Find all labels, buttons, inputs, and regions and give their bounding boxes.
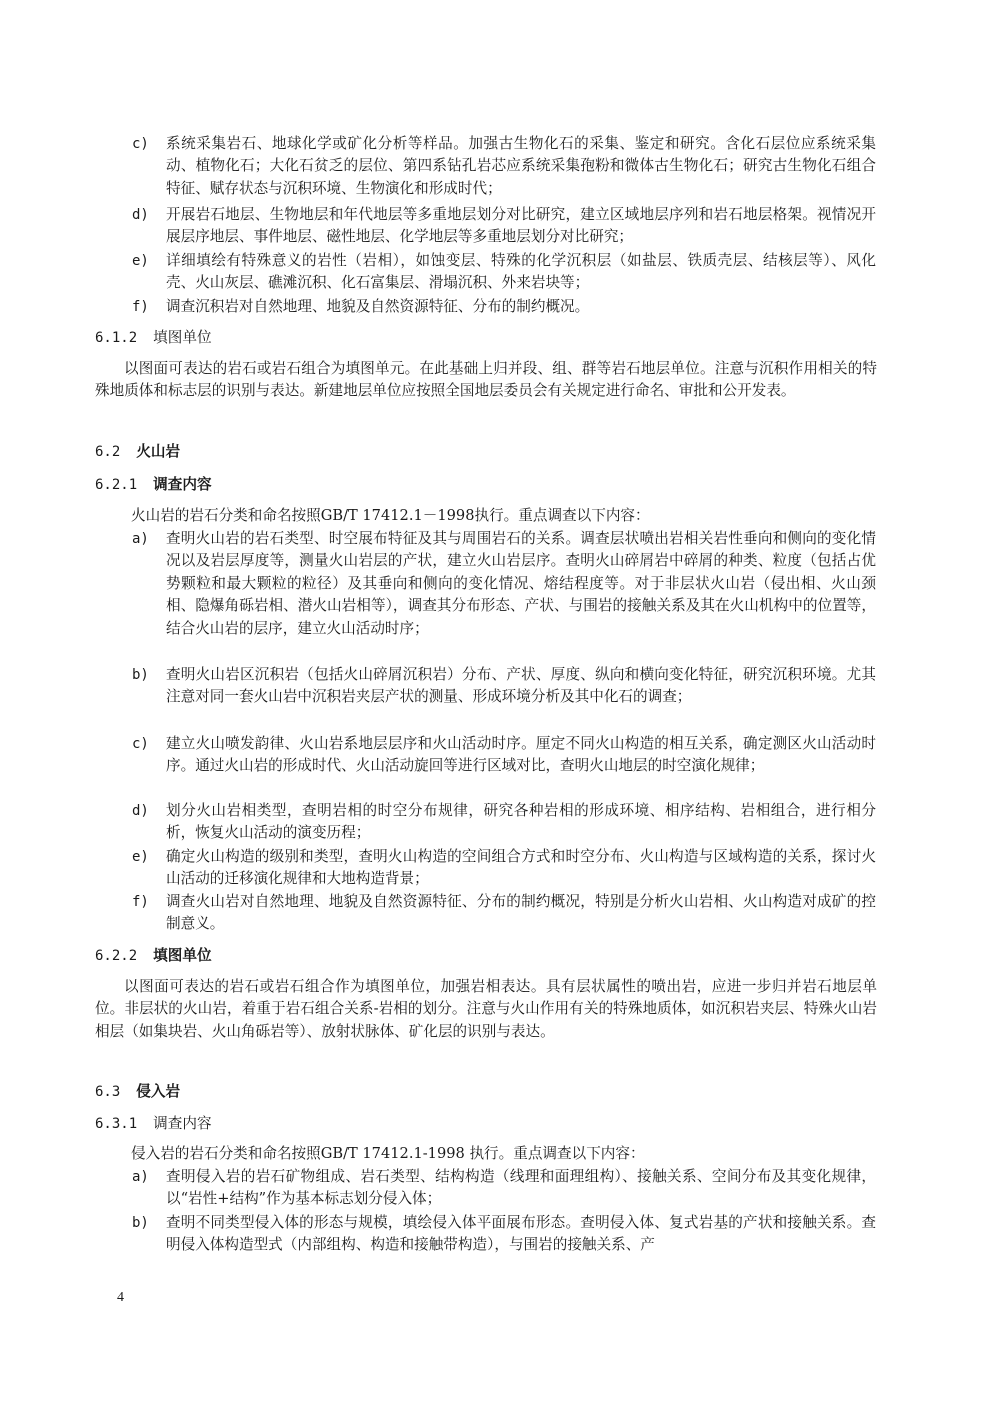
section-title: 侵入岩 xyxy=(136,1083,181,1100)
list-label: e) xyxy=(132,849,149,865)
page-number: 4 xyxy=(117,1290,124,1305)
list-text: 调查沉积岩对自然地理、地貌及自然资源特征、分布的制约概况。 xyxy=(166,298,590,315)
list-item xyxy=(132,733,876,778)
list-text: 系统采集岩石、地球化学或矿化分析等样品。加强古生物化石的采集、鉴定和研究。含化石层位应系统采集动、植物化石；大化石贫乏的层位、第四系钻孔岩芯应系统采集孢粉和微体古生物化石；研究古生物化石组合特征、赋存状态与沉积环境、生物演化和形成时代； xyxy=(166,135,876,197)
section-title: 火山岩 xyxy=(136,443,181,460)
intro-6-3-1: 侵入岩的岩石分类和命名按照GB/T 17412.1-1998 执行。重点调查以下内容： xyxy=(131,1145,645,1162)
list-item xyxy=(132,528,876,640)
list-label: a) xyxy=(132,1169,149,1185)
section-title: 填图单位 xyxy=(153,329,212,346)
list-text: 划分火山岩相类型，查明岩相的时空分布规律，研究各种岩相的形成环境、相序结构、岩相组合，进行相分析，恢复火山活动的演变历程； xyxy=(166,802,876,842)
list-label: d) xyxy=(132,803,149,819)
list-item xyxy=(132,664,876,709)
list-text: 查明不同类型侵入体的形态与规模，填绘侵入体平面展布形态。查明侵入体、复式岩基的产状和接触关系。查明侵入体构造型式（内部组构、构造和接触带构造），与围岩的接触关系、产 xyxy=(166,1214,876,1254)
paragraph-6-2-2: 以图面可表达的岩石或岩石组合作为填图单位，加强岩相表达。具有层状属性的喷出岩，应进一步归并岩石地层单位。非层状的火山岩，着重于岩石组合关系-岩相的划分。注意与火山作用有关的特殊地质体，如沉积岩夹层、特殊火山岩相层（如集块岩、火山角砾岩等）、放射状脉体、矿化层的识别与表达。 xyxy=(95,978,877,1040)
list-label: d) xyxy=(132,207,149,223)
intro-6-2-1: 火山岩的岩石分类和命名按照GB/T 17412.1－1998执行。重点调查以下内容： xyxy=(131,507,650,524)
section-title: 调查内容 xyxy=(153,1115,212,1132)
list-label: b) xyxy=(132,667,149,683)
list-item xyxy=(132,204,876,249)
section-number: 6.3.1 xyxy=(95,1116,138,1132)
section-heading-6-3 xyxy=(95,1081,180,1103)
list-item xyxy=(132,891,876,936)
list-label: a) xyxy=(132,531,149,547)
section-heading-6-2-1 xyxy=(95,474,212,496)
paragraph-6-1-2: 以图面可表达的岩石或岩石组合为填图单元。在此基础上归并段、组、群等岩石地层单位。注意与沉积作用相关的特殊地质体和标志层的识别与表达。新建地层单位应按照全国地层委员会有关规定进行命名、审批和公开发表。 xyxy=(95,360,877,400)
section-title: 填图单位 xyxy=(153,947,212,964)
section-heading-6-3-1 xyxy=(95,1113,212,1135)
list-text: 建立火山喷发韵律、火山岩系地层层序和火山活动时序。厘定不同火山构造的相互关系，确定测区火山活动时序。通过火山岩的形成时代、火山活动旋回等进行区域对比，查明火山地层的时空演化规律； xyxy=(166,735,876,775)
list-item xyxy=(132,250,876,295)
list-item xyxy=(132,296,876,318)
section-heading-6-2-2 xyxy=(95,945,212,967)
list-label: f) xyxy=(132,894,149,910)
section-number: 6.2.2 xyxy=(95,948,138,964)
list-item xyxy=(132,1212,876,1257)
section-number: 6.2 xyxy=(95,444,121,460)
list-text: 详细填绘有特殊意义的岩性（岩相），如蚀变层、特殊的化学沉积层（如盐层、铁质壳层、结核层等）、风化壳、火山灰层、礁滩沉积、化石富集层、滑塌沉积、外来岩块等； xyxy=(166,252,876,292)
section-number: 6.1.2 xyxy=(95,330,138,346)
list-label: b) xyxy=(132,1215,149,1231)
list-text: 确定火山构造的级别和类型，查明火山构造的空间组合方式和时空分布、火山构造与区域构造的关系，探讨火山活动的迁移演化规律和大地构造背景； xyxy=(166,848,876,888)
section-number: 6.3 xyxy=(95,1084,121,1100)
section-heading-6-1-2 xyxy=(95,327,212,349)
section-number: 6.2.1 xyxy=(95,477,138,493)
list-label: f) xyxy=(132,299,149,315)
list-item xyxy=(132,133,876,200)
list-text: 开展岩石地层、生物地层和年代地层等多重地层划分对比研究，建立区域地层序列和岩石地层格架。视情况开展层序地层、事件地层、磁性地层、化学地层等多重地层划分对比研究； xyxy=(166,206,876,246)
section-heading-6-2 xyxy=(95,441,180,463)
list-label: c) xyxy=(132,136,149,152)
list-label: c) xyxy=(132,736,149,752)
list-label: e) xyxy=(132,253,149,269)
list-text: 查明侵入岩的岩石矿物组成、岩石类型、结构构造（线理和面理组构）、接触关系、空间分布及其变化规律，以“岩性+结构”作为基本标志划分侵入体； xyxy=(166,1168,876,1208)
list-text: 调查火山岩对自然地理、地貌及自然资源特征、分布的制约概况，特别是分析火山岩相、火山构造对成矿的控制意义。 xyxy=(166,893,876,933)
list-text: 查明火山岩的岩石类型、时空展布特征及其与周围岩石的关系。调查层状喷出岩相关岩性垂向和侧向的变化情况以及岩层厚度等，测量火山岩层的产状，建立火山岩层序。查明火山碎屑岩中碎屑的种类、粒度（包括占优势颗粒和最大颗粒的粒径）及其垂向和侧向的变化情况、熔结程度等。对于非层状火山岩（侵出相、火山颈相、隐爆角砾岩相、潜火山岩相等），调查其分布形态、产状、与围岩的接触关系及其在火山机构中的位置等，结合火山岩的层序，建立火山活动时序； xyxy=(166,530,876,637)
section-title: 调查内容 xyxy=(153,476,212,493)
list-text: 查明火山岩区沉积岩（包括火山碎屑沉积岩）分布、产状、厚度、纵向和横向变化特征，研究沉积环境。尤其注意对同一套火山岩中沉积岩夹层产状的测量、形成环境分析及其中化石的调查； xyxy=(166,666,876,706)
list-item xyxy=(132,846,876,891)
list-item xyxy=(132,1166,876,1211)
list-item xyxy=(132,800,876,845)
